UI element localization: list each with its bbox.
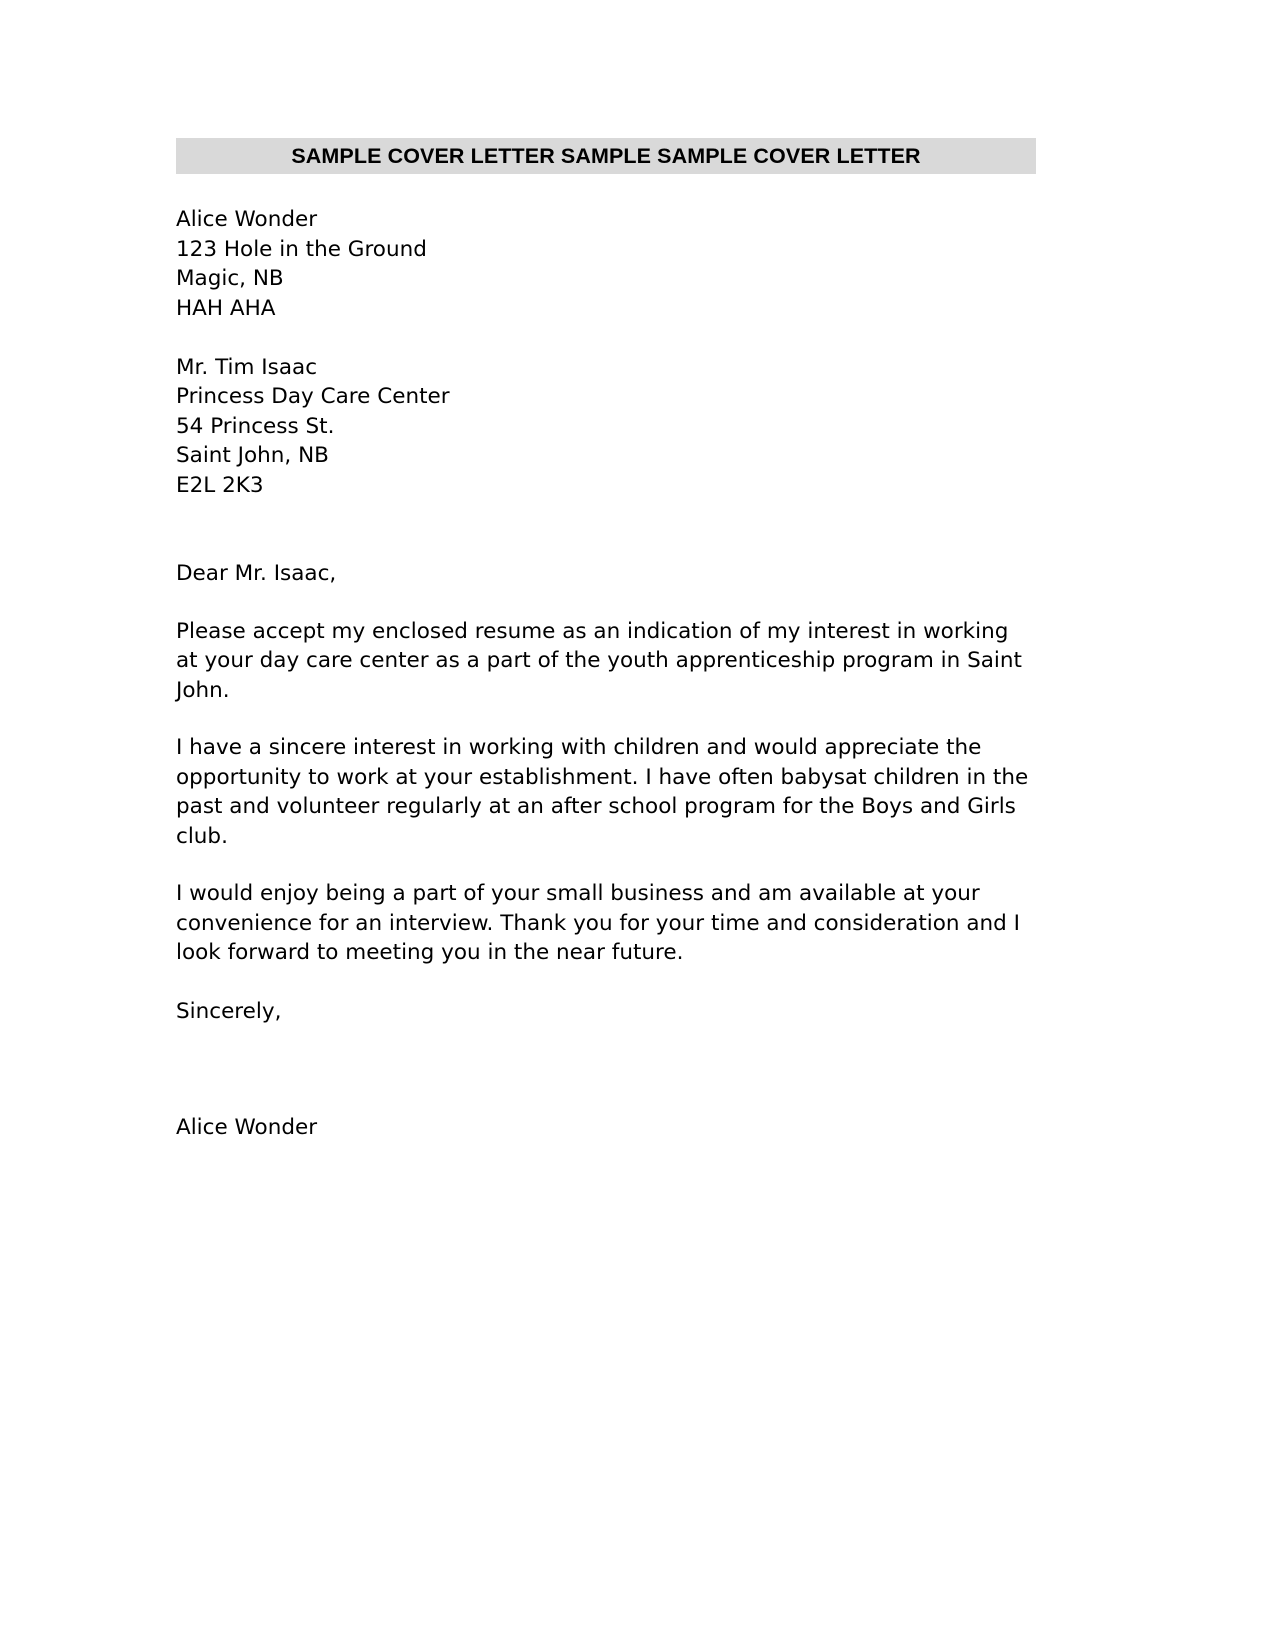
- sender-name: Alice Wonder: [176, 207, 318, 232]
- recipient-address-block: [176, 353, 1036, 501]
- letter-paragraph-3: [176, 879, 1036, 968]
- sender-address-block: [176, 205, 1036, 323]
- salutation-text: Dear Mr. Isaac,: [176, 561, 337, 586]
- letter-signature: [176, 1113, 1036, 1143]
- letter-closing: [176, 997, 1036, 1027]
- paragraph-text: Please accept my enclosed resume as an indication of my interest in working at your day care center as a part of the youth apprenticeship program in Saint John.: [176, 618, 1022, 703]
- closing-text: Sincerely,: [176, 998, 282, 1024]
- paragraph-text: I have a sincere interest in working with children and would appreciate the opportunity to work at your establishment. I have often babysat children in the past and volunteer regularly at an after school program for the Boys and Girls club.: [176, 735, 1029, 849]
- recipient-name: Mr. Tim Isaac: [176, 354, 318, 380]
- salutation: [176, 559, 1036, 589]
- signature-name: Alice Wonder: [176, 1115, 318, 1140]
- recipient-city-province: Saint John, NB: [176, 443, 329, 468]
- paragraph-text: I would enjoy being a part of your small business and am available at your convenience for an interview. Thank you for your time and consideration and I look forward to meeting you in the near future.: [176, 881, 1020, 965]
- recipient-organization: Princess Day Care Center: [176, 384, 450, 409]
- sender-city-province: Magic, NB: [176, 266, 284, 291]
- sender-street: 123 Hole in the Ground: [176, 236, 427, 262]
- letter-title-band: [176, 138, 1036, 174]
- letter-paragraph-2: [176, 733, 1036, 851]
- sender-postal-code: HAH AHA: [176, 295, 276, 321]
- page-title: SAMPLE COVER LETTER SAMPLE SAMPLE COVER LETTER: [291, 143, 921, 168]
- recipient-postal-code: E2L 2K3: [176, 472, 264, 498]
- cover-letter-body: [176, 138, 1036, 1143]
- letter-paragraph-1: [176, 617, 1036, 706]
- recipient-street: 54 Princess St.: [176, 413, 335, 439]
